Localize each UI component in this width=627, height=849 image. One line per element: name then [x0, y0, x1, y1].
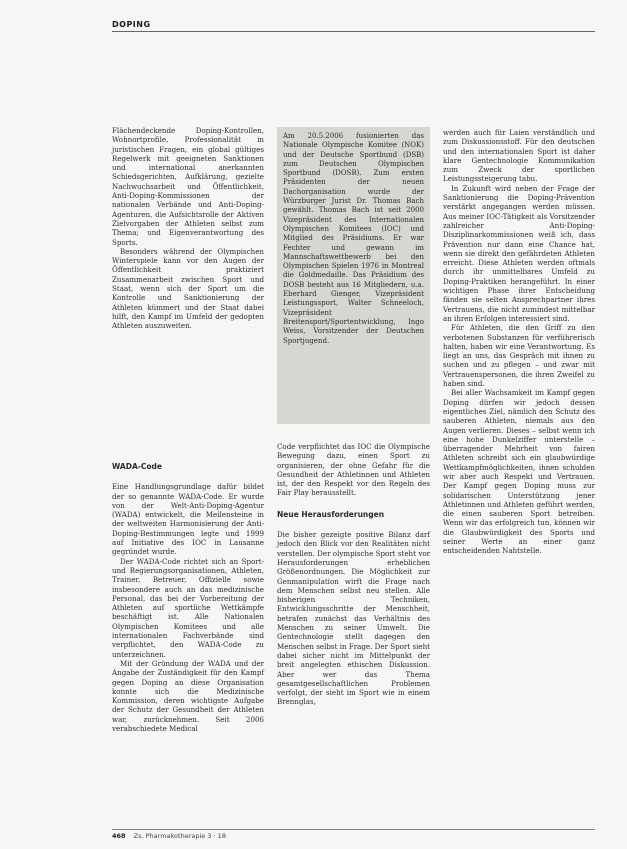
page-footer	[112, 832, 226, 840]
paragraph: Die bisher gezeigte positive Bilanz darf jedoch den Blick vor den Realitäten nicht verstellen. Der olympische Sport steht vor Herausforderungen erheblichen Größenordnungen. Die Möglichkeit zur Genmanipulation wirft die Frage nach dem Menschen selbst neu stellen. Alle bisherigen Techniken, Entwicklungsschritte der Menschheit, betrafen zunächst das Verhältnis des Menschen zu seiner Umwelt. Die Gentechnologie stellt dagegen den Menschen selbst in Frage. Der Sport sieht dabei sicher nicht im Mittelpunkt der breit angelegten ethischen Diskussion. Aber wer das Thema gesamtgesellschaftlichen Problemen verfolgt, der sieht im Sport wie in einem Brennglas,	[277, 530, 430, 707]
paragraph: Bei aller Wachsamkeit im Kampf gegen Doping dürfen wir jedoch dessen eigentliches Ziel, nämlich den Schutz des sauberen Athleten, niemals aus den Augen verlieren. Dieses – selbst wenn ich eine hohe Dunkelziffer unterstelle – überragender Mehrheit von fairen Athleten schreibt sich ein glaubwürdige Wettkampfmöglichkeiten, ihnen schulden wir aber auch Respekt und Vertrauen. Der Kampf gegen Doping muss zur solidarischen Unterstützung jener Athletinnen und Athleten geführt werden, die einen sauberen Sport betreiben. Wenn wir das erfolgreich tun, können wir die Glaubwürdigkeit des Sports und seiner Werte an einer ganz entscheidenden Nahtstelle.	[443, 388, 595, 556]
column-middle-bottom	[277, 442, 430, 707]
section-heading: WADA-Code	[112, 462, 162, 471]
footer-rule	[112, 829, 595, 830]
column-left-bottom	[112, 462, 264, 733]
paragraph: Code verpflichtet das IOC die Olympische Bewegung dazu, einen Sport zu organisieren, der ohne Gefahr für die Gesundheit der Athletinnen und Athleten ist, der den Respekt vor den Regeln des Fair Play herausstellt.	[277, 442, 430, 498]
page-number: 468	[112, 832, 126, 840]
column-right	[443, 128, 595, 556]
column-left-top	[112, 126, 264, 331]
paragraph: Für Athleten, die den Griff zu den verbotenen Substanzen für verführerisch halten, haben wir eine Verantwortung. Es liegt an uns, das Gespräch mit ihnen zu suchen und zu pflegen – und zwar mit Vertrauenspersonen, die ihren Zweifel zu haben sind.	[443, 323, 595, 389]
paragraph: werden auch für Laien verständlich und zum Diskussionsstoff. Für den deutschen und den internationalen Sport ist daher klare Gentechnologie Kommunikation zum Zweck der sportlichen Leistungssteigerung tabu.	[443, 128, 595, 184]
paragraph: Der WADA-Code richtet sich an Sport- und Regierungsorganisationen, Athleten, Trainer, Betreuer, Offizielle sowie insbesondere auch an das medizinische Personal, das bei der Vorbereitung der Athleten auf sportliche Wettkämpfe beschäftigt ist. Alle Nationalen Olympischen Komitees und alle internationalen Fachverbände sind verpflichtet, den WADA-Code zu unterzeichnen.	[112, 556, 264, 659]
paragraph: Flächendeckende Doping-Kontrollen, Wohnortprofile, Professionalität in juristischen Fragen, ein global gültiges Regelwerk mit geeigneten Sanktionen und international anerkannten Schiedsgerichten, Aufklärung, gezielte Nachwuchsarbeit und Öffentlichkeit, Anti-Doping-Kommissionen der nationalen Verbände und Anti-Doping-Agenturen, die Aufsichtsrolle der Aktiven Zielvorgaben der Athleten selbst zum Thema; und Eigenverantwortung des Sports.	[112, 126, 264, 247]
info-box-text: Am 20.5.2006 fusionierten das Nationale Olympische Komitee (NOK) und der Deutsche Sportbund (DSB) zum Deutschen Olympischen Sportbund (DOSB). Zum ersten Präsidenten der neuen Dachorganisation wurde der Würzburger Jurist Dr. Thomas Bach gewählt. Thomas Bach ist seit 2000 Vizepräsident des Internationalen Olympischen Komitees (IOC) und Mitglied des Präsidiums. Er war Fechter und gewann im Mannschaftswettbewerb bei den Olympischen Spielen 1976 in Montreal die Goldmedaille. Das Präsidium des DOSB besteht aus 16 Mitgliedern, u.a. Eberhard Gienger, Vizepräsident Leistungssport, Walter Schneeloch, Vizepräsident Breitensport/Sportentwicklung, Ingo Weiss, Vorsitzender der Deutschen Sportjugend.	[283, 132, 424, 345]
header-rule	[112, 31, 595, 32]
info-box	[277, 127, 430, 424]
section-heading: Neue Herausforderungen	[277, 509, 385, 519]
paragraph: Besonders während der Olympischen Winterspiele kann vor den Augen der Öffentlichkeit praktiziert Zusammenarbeit zwischen Sport und Staat, wenn sich der Sport um die Kontrolle und Sanktionierung der Athleten kümmert und der Staat dabei hilft, den Kampf im Umfeld der gedopten Athleten auszuweiten.	[112, 246, 264, 331]
journal-reference: Zs. Pharmakotherapie 3 · 18	[133, 832, 226, 840]
section-header: DOPING	[112, 20, 151, 29]
paragraph: Mit der Gründung der WADA und der Angabe der Zuständigkeit für den Kampf gegen Doping an diese Organisation konnte sich die Medizinische Kommission, deren wichtigste Aufgabe der Schutz der Gesundheit der Athleten war, zurücknehmen. Seit 2006 verabschiedete Medical	[112, 658, 264, 734]
paragraph: In Zukunft wird neben der Frage der Sanktionierung die Doping-Prävention verstärkt angegangen werden müssen. Aus meiner IOC-Tätigkeit als Vorsitzender zahlreicher Anti-Doping-Disziplinarkommissionen weiß ich, dass Prävention nur dann eine Chance hat, wenn sie direkt den gefährdeten Athleten erreicht. Diese Athleten werden oftmals durch ihr unmittelbares Umfeld zu Doping-Praktiken herangeführt. In einer wichtigen Phase ihrer Entscheidung fänden sie selten Ansprechpartner ihres Vertrauens, die nicht zumindest mittelbar an ihren Erfolgen interessiert sind.	[443, 183, 595, 323]
paragraph: Eine Handlungsgrundlage dafür bildet der so genannte WADA-Code. Er wurde von der Welt-Anti-Doping-Agentur (WADA) entwickelt, die Meilensteine in der weltweiten Harmonisierung der Anti-Doping-Bestimmungen legte und 1999 auf Initiative des IOC in Lausanne gegründet wurde.	[112, 482, 264, 557]
